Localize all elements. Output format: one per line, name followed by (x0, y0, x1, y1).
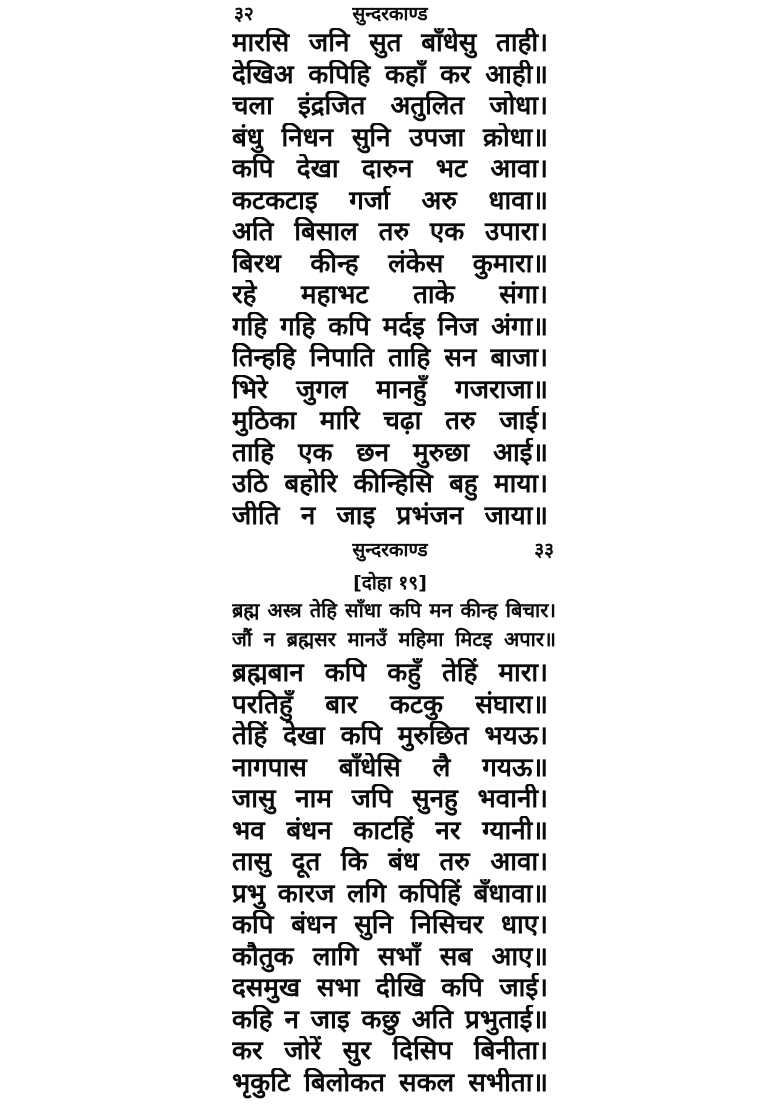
verse-line: तासु दूत कि बंध तरु आवा। (232, 847, 548, 877)
verse-line: जीति न जाइ प्रभंजन जाया॥ (232, 500, 548, 531)
doha-19-block (232, 596, 556, 654)
verse-line: कहि न जाइ कछु अति प्रभुताई॥ (232, 1004, 548, 1035)
verse-line: बिरथ कीन्ह लंकेस कुमारा॥ (232, 248, 548, 279)
verse-line: दसमुख सभा दीखि कपि जाई। (232, 973, 548, 1003)
verse-line: कर जोरें सुर दिसिप बिनीता। (232, 1036, 548, 1066)
verse-line: मुठिका मारि चढ़ा तरु जाई। (232, 406, 548, 436)
verse-line: ब्रह्मबान कपि कहुँ तेहिं मारा। (232, 658, 548, 688)
text-column (232, 2, 556, 1099)
verse-line: प्रभु कारज लगि कपिहिं बँधावा॥ (232, 878, 548, 909)
verse-line: रहे महाभट ताके संगा। (232, 280, 548, 310)
verse-line: भिरे जुगल मानहुँ गजराजा॥ (232, 374, 548, 405)
verse-line: चला इंद्रजित अतुलित जोधा। (232, 91, 548, 121)
verse-line: बंधु निधन सुनि उपजा क्रोधा॥ (232, 122, 548, 153)
page33-page-number: ३३ (534, 539, 554, 561)
verse-line: कपि देखा दारुन भट आवा। (232, 154, 548, 184)
verse-line: गहि गहि कपि मर्दइ निज अंगा॥ (232, 311, 548, 342)
verse-line: देखिअ कपिहि कहाँ कर आही॥ (232, 59, 548, 90)
page32-running-header (232, 2, 548, 28)
verse-line: अति बिसाल तरु एक उपारा। (232, 217, 548, 247)
page33-running-header (232, 538, 554, 564)
doha-line: जौं न ब्रह्मसर मानउँ महिमा मिटइ अपार॥ (232, 627, 556, 651)
verse-line: तिन्हहि निपाति ताहि सन बाजा। (232, 343, 548, 373)
page33-chaupai-block (232, 658, 548, 1099)
verse-line: कटकटाइ गर्जा अरु धावा॥ (232, 185, 548, 216)
verse-line: जासु नाम जपि सुनहु भवानी। (232, 784, 548, 814)
page33-section-title: सुन्दरकाण्ड (352, 539, 428, 561)
verse-line: उठि बहोरि कीन्हिसि बहु माया। (232, 469, 548, 499)
verse-line: मारसि जनि सुत बाँधेसु ताही। (232, 28, 548, 58)
page32-chaupai-block (232, 28, 548, 532)
verse-line: तेहिं देखा कपि मुरुछित भयऊ। (232, 721, 548, 751)
page32-page-number: ३२ (234, 3, 254, 25)
verse-line: कौतुक लागि सभाँ सब आए॥ (232, 941, 548, 972)
verse-line: ताहि एक छन मुरुछा आई॥ (232, 437, 548, 468)
page32-section-title: सुन्दरकाण्ड (352, 3, 428, 25)
doha-19-label: [दोहा १९] (353, 572, 427, 594)
verse-line: परतिहुँ बार कटकु संघारा॥ (232, 689, 548, 720)
verse-line: नागपास बाँधेसि लै गयऊ॥ (232, 752, 548, 783)
doha-line: ब्रह्म अस्त्र तेहि साँधा कपि मन कीन्ह बिचार। (232, 598, 556, 622)
verse-line: कपि बंधन सुनि निसिचर धाए। (232, 910, 548, 940)
verse-line: भव बंधन काटहिं नर ग्यानी॥ (232, 815, 548, 846)
verse-line: भृकुटि बिलोकत सकल सभीता॥ (232, 1067, 548, 1098)
